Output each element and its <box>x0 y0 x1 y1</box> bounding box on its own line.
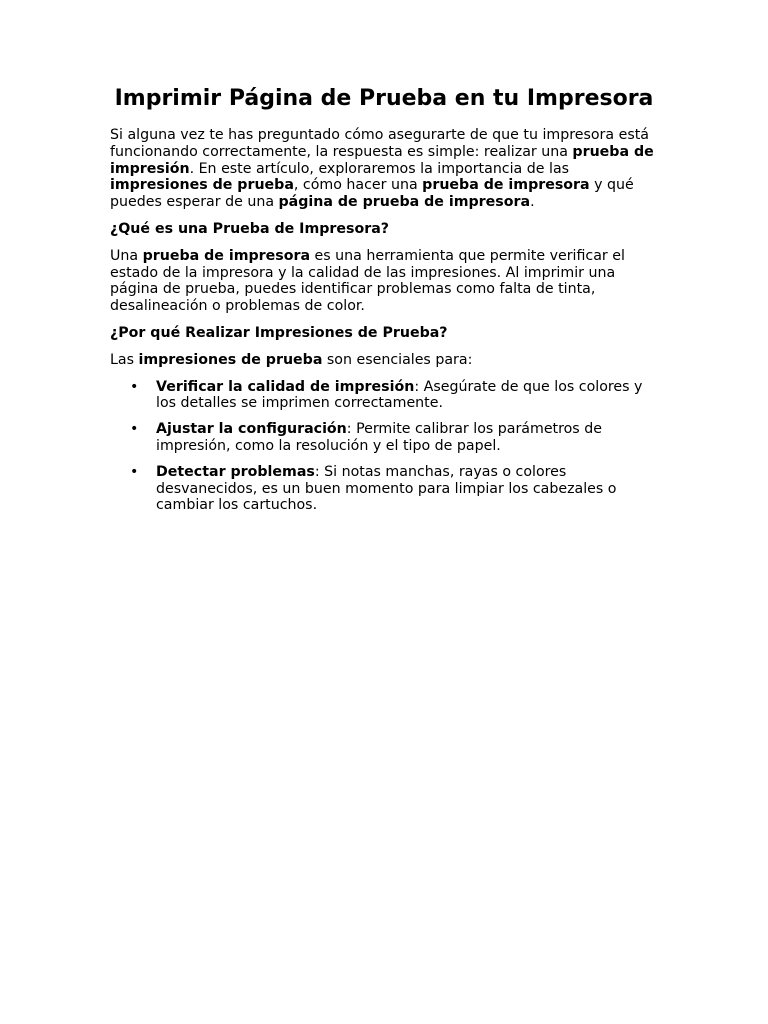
list-item <box>130 378 658 413</box>
intro-text: , cómo hacer una <box>293 177 423 194</box>
paragraph-text: Las <box>110 351 139 368</box>
benefits-list <box>110 379 658 515</box>
intro-bold-term: página de prueba de impresora <box>278 194 531 211</box>
intro-text: . <box>530 194 535 211</box>
list-item <box>130 463 658 514</box>
bullet-icon: • <box>130 421 139 438</box>
document-title: Imprimir Página de Prueba en tu Impresora <box>114 86 654 111</box>
list-item-text: : Asegúrate de que los colores y los detalles se imprimen correctamente. <box>156 378 643 412</box>
intro-text: Si alguna vez te has preguntado cómo asegurarte de que tu impresora está funcionando correctamente, la respuesta es simple: realizar una <box>110 127 649 160</box>
section-paragraph-what-is <box>110 248 658 315</box>
intro-paragraph <box>110 127 658 211</box>
list-item-text: : Si notas manchas, rayas o colores desvanecidos, es un buen momento para limpiar los cabezales o cambiar los cartuchos. <box>156 463 617 514</box>
list-item <box>130 421 658 455</box>
intro-text: y qué puedes esperar de una <box>110 177 634 211</box>
paragraph-text: Una <box>110 247 143 264</box>
intro-bold-term: prueba de impresión <box>110 143 654 177</box>
intro-bold-term: prueba de impresora <box>422 177 590 194</box>
bullet-icon: • <box>130 463 139 480</box>
list-item-text: : Permite calibrar los parámetros de impresión, como la resolución y el tipo de papel. <box>156 421 602 454</box>
intro-bold-term: impresiones de prueba <box>110 177 294 194</box>
section-heading-why: ¿Por qué Realizar Impresiones de Prueba? <box>110 324 448 341</box>
paragraph-text: son esenciales para: <box>322 351 473 368</box>
list-item-term: Verificar la calidad de impresión <box>156 378 415 395</box>
paragraph-bold-term: prueba de impresora <box>142 247 311 264</box>
bullet-icon: • <box>130 378 139 395</box>
section-heading-what-is: ¿Qué es una Prueba de Impresora? <box>110 220 390 237</box>
intro-text: . En este artículo, exploraremos la importancia de las <box>189 160 570 177</box>
paragraph-text: es una herramienta que permite verificar el estado de la impresora y la calidad de las impresiones. Al imprimir una página de prueba, puedes identificar problemas como falta de tinta, desalineación o problemas de color. <box>110 247 625 315</box>
section-paragraph-why <box>110 352 658 369</box>
paragraph-bold-term: impresiones de prueba <box>138 351 323 368</box>
list-item-term: Ajustar la configuración <box>156 421 347 438</box>
list-item-term: Detectar problemas <box>156 463 315 480</box>
